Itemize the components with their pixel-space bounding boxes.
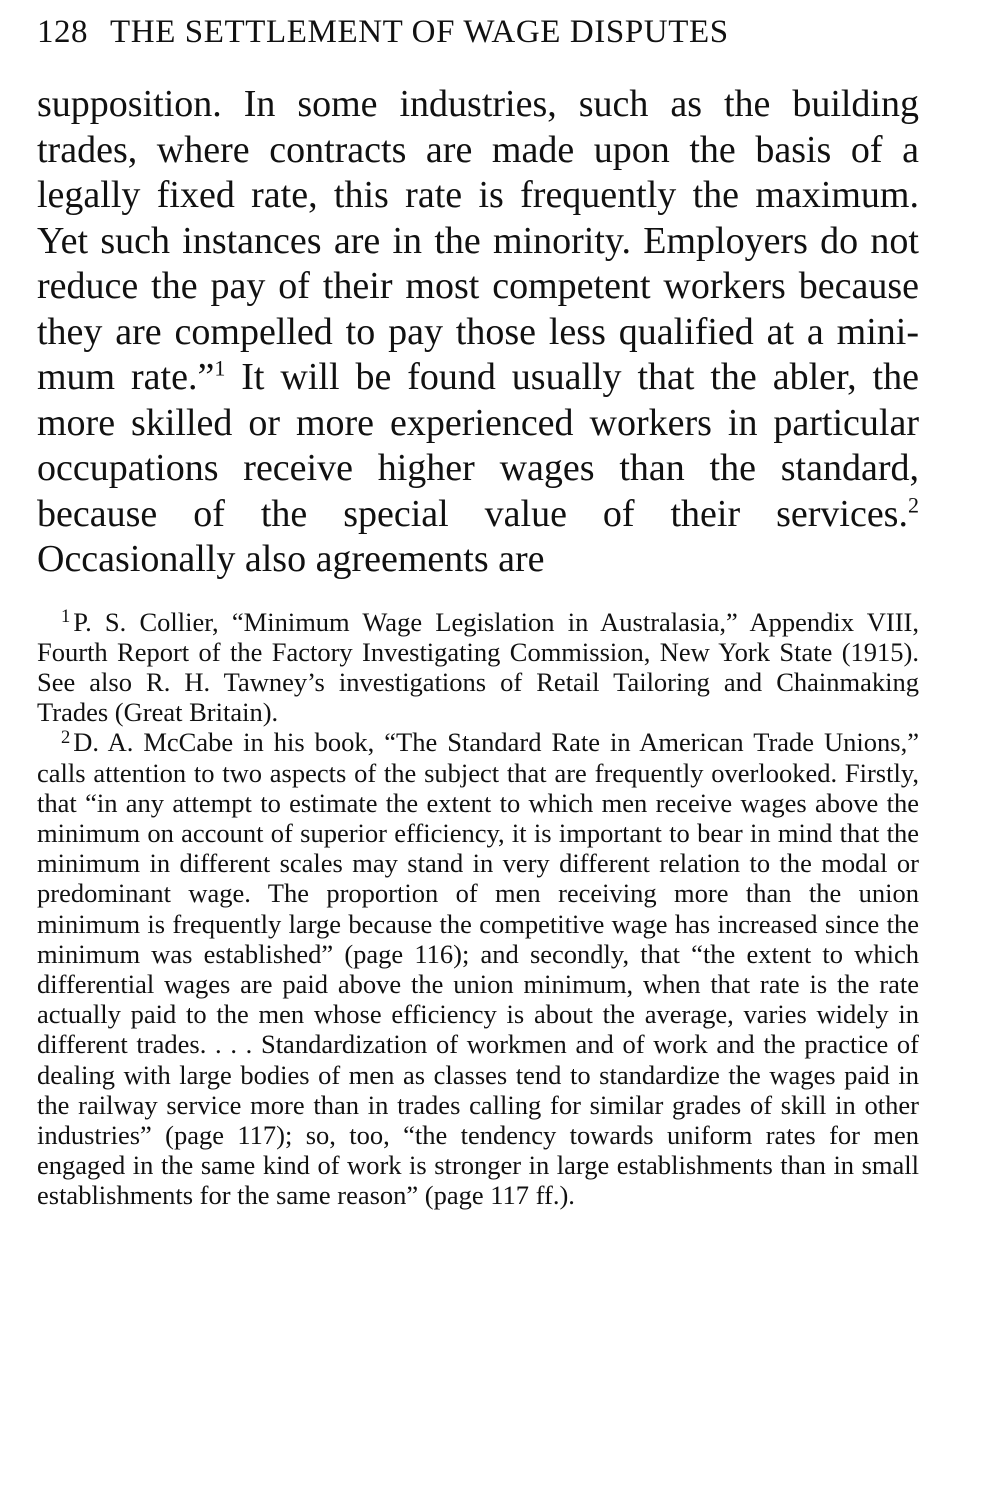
body-text-part-2: It will be found usually that the abler, the more skilled or more experienced workers in particular occupations receive higher wages than the standard, because of the special value of their services.	[37, 356, 919, 535]
body-paragraph	[37, 82, 919, 583]
footnote-text: D. A. McCabe in his book, “The Standard Rate in American Trade Unions,” calls attention to two aspects of the subject that are frequently overlooked. Firstly, that “in any attempt to estimate the extent to which men receive wages above the minimum on account of superior efficiency, it is important to bear in mind that the minimum in different scales may stand in very different relation to the modal or predominant wage. The proportion of men receiving more than the union minimum is frequently large because the competitive wage has increased since the minimum was established” (page 116); and secondly, that “the extent to which differential wages are paid above the union minimum, when that rate is the rate actually paid to the men whose efficiency is about the average, varies widely in different trades. . . . Standardization of workmen and of work and the practice of dealing with large bodies of men as classes tend to standardize the wages paid in the railway service more than in trades calling for similar grades of skill in other industries” (page 117); so, too, “the tendency towards uniform rates for men engaged in the same kind of work is stronger in large establishments than in small establishments for the same reason” (page 117 ff.).	[37, 727, 919, 1211]
footnote-reference-1: 1	[214, 355, 226, 381]
running-title: THE SETTLEMENT OF WAGE DISPUTES	[110, 14, 729, 50]
book-page	[37, 14, 919, 1211]
footnote-reference-2: 2	[907, 491, 919, 517]
footnote-1	[37, 607, 919, 728]
body-text	[37, 82, 919, 583]
footnote-2	[37, 727, 919, 1210]
footnote-marker: 2	[61, 726, 71, 748]
body-text-part-1: supposition. In some industries, such as the building trades, where contracts are made upon the basis of a legally fixed rate, this rate is frequently the maximum. Yet such instances are in the minority. Employers do not reduce the pay of their most competent workers because they are compelled to pay those less qualified at a minimum rate.”	[37, 83, 919, 398]
page-number: 128	[37, 14, 88, 50]
footnote-text: P. S. Collier, “Minimum Wage Legislation in Australasia,” Appendix VIII, Fourth Report of the Factory Investigating Commission, New York State (1915). See also R. H. Tawney’s investigations of Retail Tailoring and Chainmaking Trades (Great Britain).	[37, 606, 919, 728]
body-text-part-3: Occasionally also agreements are	[37, 538, 545, 580]
running-head	[37, 14, 919, 62]
footnotes	[37, 607, 919, 1211]
footnote-marker: 1	[61, 606, 71, 628]
